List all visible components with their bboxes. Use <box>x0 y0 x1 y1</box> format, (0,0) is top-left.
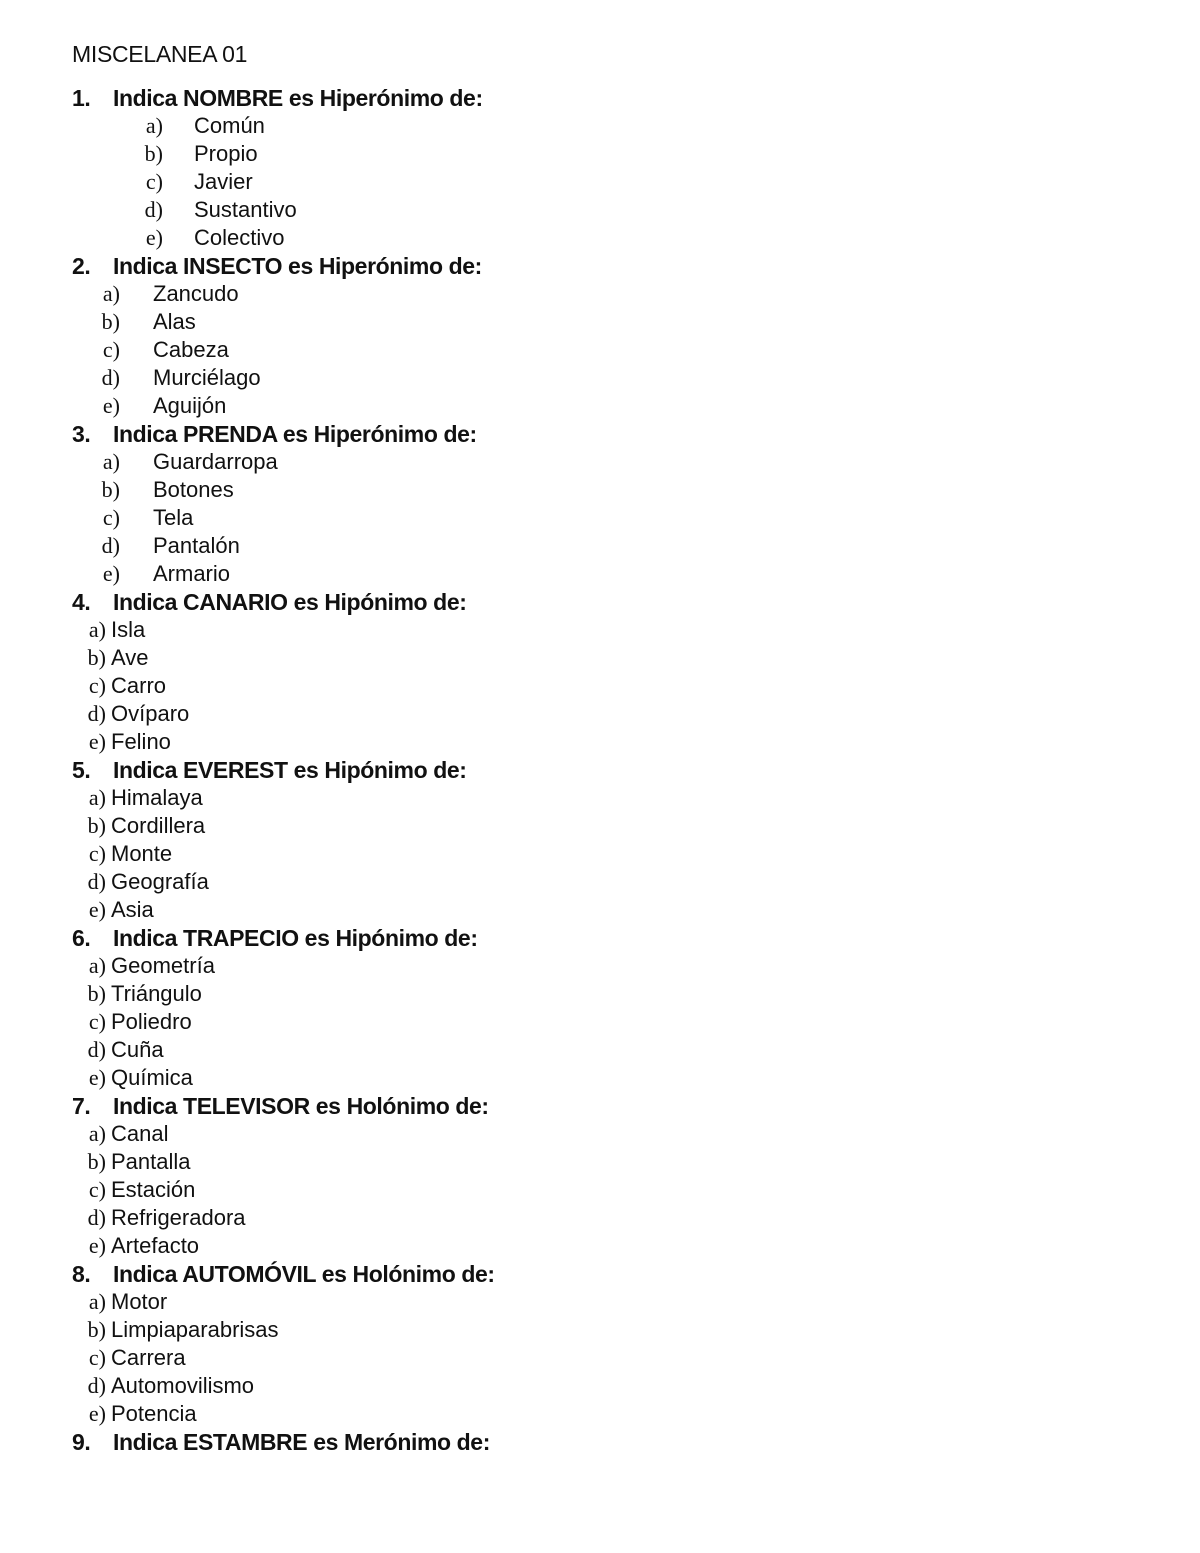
option-text: Motor <box>111 1289 168 1314</box>
option-letter: b) <box>101 309 120 334</box>
option-letter: e) <box>88 729 106 754</box>
question-number: 3. <box>72 421 91 447</box>
option-list <box>0 784 1200 924</box>
question-header <box>0 1092 1200 1120</box>
option-item <box>0 1288 1200 1316</box>
option-letter: b) <box>87 981 106 1006</box>
option-letter: a) <box>102 449 120 474</box>
option-list <box>0 1288 1200 1428</box>
option-letter: a) <box>102 281 120 306</box>
option-text: Ovíparo <box>111 701 190 726</box>
option-item <box>0 1008 1200 1036</box>
option-letter: c) <box>88 1345 106 1370</box>
option-letter: e) <box>102 393 120 418</box>
question-header <box>0 420 1200 448</box>
option-item <box>0 560 1200 588</box>
option-item <box>0 1120 1200 1148</box>
option-text: Propio <box>194 141 258 166</box>
option-item <box>0 1036 1200 1064</box>
option-item <box>0 504 1200 532</box>
option-text: Triángulo <box>111 981 202 1006</box>
question-6 <box>0 924 1200 1092</box>
question-header <box>0 756 1200 784</box>
option-item <box>0 952 1200 980</box>
question-number: 5. <box>72 757 91 783</box>
option-letter: d) <box>101 533 120 558</box>
option-text: Limpiaparabrisas <box>111 1317 279 1342</box>
option-item <box>0 616 1200 644</box>
option-item <box>0 336 1200 364</box>
option-item <box>0 112 1200 140</box>
option-text: Guardarropa <box>153 449 278 474</box>
option-text: Murciélago <box>153 365 261 390</box>
option-text: Geometría <box>111 953 215 978</box>
option-item <box>0 1176 1200 1204</box>
option-text: Cabeza <box>153 337 229 362</box>
option-letter: e) <box>88 897 106 922</box>
option-list <box>0 280 1200 420</box>
option-text: Armario <box>153 561 231 586</box>
option-letter: e) <box>88 1401 106 1426</box>
option-letter: c) <box>88 1177 106 1202</box>
option-letter: b) <box>87 1149 106 1174</box>
option-letter: d) <box>144 197 163 222</box>
option-item <box>0 980 1200 1008</box>
option-item <box>0 532 1200 560</box>
option-text: Común <box>194 113 265 138</box>
option-letter: b) <box>144 141 163 166</box>
question-number: 8. <box>72 1261 91 1287</box>
option-item <box>0 308 1200 336</box>
option-text: Felino <box>111 729 171 754</box>
option-item <box>0 840 1200 868</box>
option-text: Pantalón <box>153 533 240 558</box>
option-item <box>0 728 1200 756</box>
option-letter: c) <box>145 169 163 194</box>
option-letter: a) <box>88 617 106 642</box>
option-item <box>0 1064 1200 1092</box>
question-3 <box>0 420 1200 588</box>
question-list <box>0 84 1200 1456</box>
option-item <box>0 1344 1200 1372</box>
option-letter: e) <box>88 1233 106 1258</box>
option-item <box>0 896 1200 924</box>
option-letter: b) <box>87 813 106 838</box>
question-number: 6. <box>72 925 91 951</box>
option-item <box>0 644 1200 672</box>
question-number: 9. <box>72 1429 91 1455</box>
option-text: Asia <box>111 897 154 922</box>
option-text: Carro <box>111 673 167 698</box>
option-item <box>0 1400 1200 1428</box>
question-header <box>0 1428 1200 1456</box>
option-letter: b) <box>87 1317 106 1342</box>
option-item <box>0 868 1200 896</box>
question-8 <box>0 1260 1200 1428</box>
option-item <box>0 224 1200 252</box>
option-letter: d) <box>101 365 120 390</box>
question-4 <box>0 588 1200 756</box>
question-1 <box>0 84 1200 252</box>
question-header <box>0 1260 1200 1288</box>
question-text: Indica TRAPECIO es Hipónimo de: <box>113 925 478 951</box>
option-letter: b) <box>101 477 120 502</box>
option-item <box>0 448 1200 476</box>
question-text: Indica ESTAMBRE es Merónimo de: <box>113 1429 490 1455</box>
option-item <box>0 672 1200 700</box>
question-number: 7. <box>72 1093 91 1119</box>
option-letter: c) <box>102 337 120 362</box>
option-text: Automovilismo <box>111 1373 255 1398</box>
option-text: Estación <box>111 1177 196 1202</box>
option-letter: a) <box>88 785 106 810</box>
option-text: Aguijón <box>153 393 227 418</box>
question-7 <box>0 1092 1200 1260</box>
option-text: Ave <box>111 645 149 670</box>
question-5 <box>0 756 1200 924</box>
option-text: Cordillera <box>111 813 206 838</box>
option-item <box>0 392 1200 420</box>
option-letter: a) <box>145 113 163 138</box>
option-item <box>0 280 1200 308</box>
option-letter: a) <box>88 1121 106 1146</box>
option-list <box>0 952 1200 1092</box>
option-text: Tela <box>153 505 194 530</box>
option-item <box>0 140 1200 168</box>
option-item <box>0 1204 1200 1232</box>
option-letter: d) <box>87 869 106 894</box>
option-text: Botones <box>153 477 234 502</box>
option-letter: d) <box>87 1205 106 1230</box>
option-text: Monte <box>111 841 173 866</box>
option-text: Canal <box>111 1121 169 1146</box>
option-item <box>0 364 1200 392</box>
question-text: Indica TELEVISOR es Holónimo de: <box>113 1093 489 1119</box>
question-header <box>0 924 1200 952</box>
option-letter: c) <box>88 841 106 866</box>
option-text: Química <box>111 1065 193 1090</box>
option-text: Refrigeradora <box>111 1205 246 1230</box>
option-item <box>0 812 1200 840</box>
option-text: Potencia <box>111 1401 197 1426</box>
option-text: Geografía <box>111 869 209 894</box>
question-header <box>0 252 1200 280</box>
option-text: Poliedro <box>111 1009 192 1034</box>
option-item <box>0 168 1200 196</box>
document-title: MISCELANEA 01 <box>72 41 248 67</box>
option-letter: a) <box>88 953 106 978</box>
question-text: Indica EVEREST es Hipónimo de: <box>113 757 467 783</box>
option-text: Artefacto <box>111 1233 200 1258</box>
question-text: Indica PRENDA es Hiperónimo de: <box>113 421 477 447</box>
option-text: Pantalla <box>111 1149 191 1174</box>
option-list <box>0 1120 1200 1260</box>
option-letter: d) <box>87 701 106 726</box>
option-item <box>0 1148 1200 1176</box>
question-number: 2. <box>72 253 91 279</box>
option-letter: b) <box>87 645 106 670</box>
question-header <box>0 84 1200 112</box>
option-text: Himalaya <box>111 785 203 810</box>
option-item <box>0 700 1200 728</box>
option-text: Zancudo <box>153 281 239 306</box>
question-number: 1. <box>72 85 91 111</box>
question-text: Indica NOMBRE es Hiperónimo de: <box>113 85 483 111</box>
option-letter: d) <box>87 1373 106 1398</box>
option-text: Isla <box>111 617 146 642</box>
question-2 <box>0 252 1200 420</box>
option-text: Javier <box>194 169 253 194</box>
option-letter: c) <box>102 505 120 530</box>
question-9 <box>0 1428 1200 1456</box>
option-letter: a) <box>88 1289 106 1314</box>
option-list <box>0 448 1200 588</box>
option-text: Sustantivo <box>194 197 297 222</box>
option-list <box>0 112 1200 252</box>
option-item <box>0 1316 1200 1344</box>
option-item <box>0 1232 1200 1260</box>
option-item <box>0 1372 1200 1400</box>
question-number: 4. <box>72 589 91 615</box>
option-text: Alas <box>153 309 196 334</box>
option-letter: e) <box>88 1065 106 1090</box>
question-text: Indica INSECTO es Hiperónimo de: <box>113 253 482 279</box>
option-letter: c) <box>88 1009 106 1034</box>
option-item <box>0 476 1200 504</box>
option-letter: e) <box>102 561 120 586</box>
option-text: Cuña <box>111 1037 164 1062</box>
option-letter: d) <box>87 1037 106 1062</box>
option-item <box>0 784 1200 812</box>
option-item <box>0 196 1200 224</box>
question-header <box>0 588 1200 616</box>
option-list <box>0 616 1200 756</box>
option-letter: e) <box>145 225 163 250</box>
question-text: Indica AUTOMÓVIL es Holónimo de: <box>113 1261 495 1287</box>
option-letter: c) <box>88 673 106 698</box>
question-text: Indica CANARIO es Hipónimo de: <box>113 589 467 615</box>
option-text: Colectivo <box>194 225 285 250</box>
option-text: Carrera <box>111 1345 186 1370</box>
